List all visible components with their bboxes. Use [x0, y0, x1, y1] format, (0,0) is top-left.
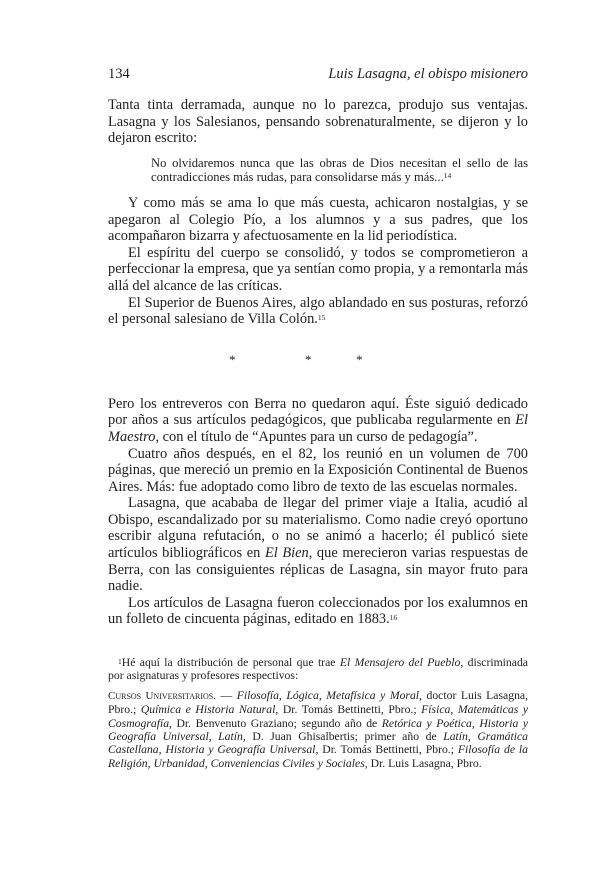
footnote-text: , Dr. Benvenuto Graziano; segundo año de: [169, 716, 382, 730]
paragraph-text: El espíritu del cuerpo se consolidó, y todos se comprometieron a perfeccionar la empresa, que ya sentían como propia, y a remontarla más allá del alcance de las críticas.: [108, 244, 528, 294]
small-caps-lead: Cursos Universitarios.: [108, 689, 216, 702]
paragraph: [108, 195, 528, 245]
paragraph-text: , que merecieron varias respuestas de Berra, con las consiguientes réplicas de Lasagna, sin mayor fruto para nadie.: [108, 545, 528, 595]
paragraph: [108, 595, 528, 628]
asterisk: *: [356, 351, 363, 367]
footnotes: [108, 656, 528, 776]
paragraph-text: Lasagna, que acababa de llegar del primer viaje a Italia, acudió al Obispo, escandalizado por su materialismo. Como nadie creyó oportuno escribir alguna refutación, o no se animó a hacerlo; él publicó siete artículos bibliográficos en: [108, 495, 528, 562]
footnote-text: , discriminada por asignaturas y profesores respectivos:: [108, 656, 528, 683]
italic-title: El Mensajero del Pueblo: [339, 656, 461, 669]
paragraph: [108, 396, 528, 446]
footnote-marker: 1: [118, 657, 122, 666]
paragraph-text: Y como más se ama lo que más cuesta, achicaron nostalgias, y se apegaron al Colegio Pío, a los alumnos y a sus padres, que los acompañaron bizarra y afectuosamente en la lid periodística.: [108, 194, 528, 245]
paragraph: [108, 295, 528, 328]
paragraph: [108, 446, 528, 496]
block-quote: [151, 156, 528, 185]
subject: Química e Historia Natural: [140, 703, 276, 717]
quote-text: No olvidaremos nunca que las obras de Dios necesitan el sello de las contradicciones más rudas, para consolidarse más y más...: [151, 155, 528, 185]
page-number: 134: [108, 66, 130, 82]
subject: Latín, Gramática Castellana, Historia y Geografía Universal: [108, 730, 528, 757]
paragraph-text: Pero los entreveros con Berra no quedaron aquí. Éste siguió dedicado por años a sus artículos pedagógicos, que publicaba regularmente en: [108, 395, 528, 429]
footnote-text: —: [215, 688, 237, 702]
footnote-ref: 14: [443, 171, 452, 181]
paragraph: [108, 245, 528, 295]
asterisk: *: [229, 351, 236, 367]
italic-title: El Maestro: [108, 412, 528, 445]
footnote-text: , doctor Luis Lasagna, Pbro.;: [108, 688, 529, 717]
subject: Filosofía de la Religión, Urbanidad, Conveniencias Civiles y Sociales: [108, 743, 528, 770]
footnote-text: , Dr. Tomás Bettinetti, Pbro.;: [275, 703, 422, 717]
footnote-text: , D. Juan Ghisalbertis; primer año de: [242, 730, 444, 744]
paragraph: [108, 495, 528, 595]
footnote-text: , Dr. Tomás Bettinetti, Pbro.;: [315, 743, 458, 757]
footnote-text: , Dr. Luis Lasagna, Pbro.: [364, 756, 482, 770]
subject: Filosofía, Lógica, Metafísica y Moral: [236, 688, 420, 702]
footnote: [108, 689, 528, 770]
section-separator: [108, 352, 528, 368]
italic-title: El Bien: [264, 545, 309, 562]
asterisk: *: [305, 351, 312, 367]
paragraph-text: Cuatro años después, en el 82, los reunió en un volumen de 700 páginas, que mereció un premio en la Exposición Continental de Buenos Aires. Más: fue adoptado como libro de texto de las escuelas normales.: [108, 445, 528, 495]
paragraph-text: Tanta tinta derramada, aunque no lo parezca, produjo sus ventajas. Lasagna y los Salesianos, pensando sobrenaturalmente, se dijeron y lo dejaron escrito:: [108, 97, 528, 147]
main-text: [108, 97, 528, 628]
page-header: [108, 66, 528, 86]
subject: Retórica y Poética, Historia y Geografía Universal, Latín: [108, 716, 529, 744]
paragraph: [108, 97, 528, 147]
paragraph-text: , con el título de “Apuntes para un curso de pedagogía”.: [155, 428, 478, 445]
paragraph-text: Los artículos de Lasagna fueron coleccionados por los exalumnos en un folleto de cincuenta páginas, editado en 1883.: [108, 594, 528, 628]
paragraph-text: El Superior de Buenos Aires, algo ablandado en sus posturas, reforzó el personal salesiano de Villa Colón.: [108, 294, 528, 328]
running-head: Luis Lasagna, el obispo misionero: [328, 66, 528, 82]
footnote-ref: 16: [389, 613, 398, 623]
footnote-ref: 15: [317, 313, 326, 323]
footnote-text: Hé aquí la distribución de personal que trae: [121, 656, 340, 669]
footnote: [108, 656, 528, 683]
subject: Física, Matemáticas y Cosmografía: [108, 703, 529, 730]
